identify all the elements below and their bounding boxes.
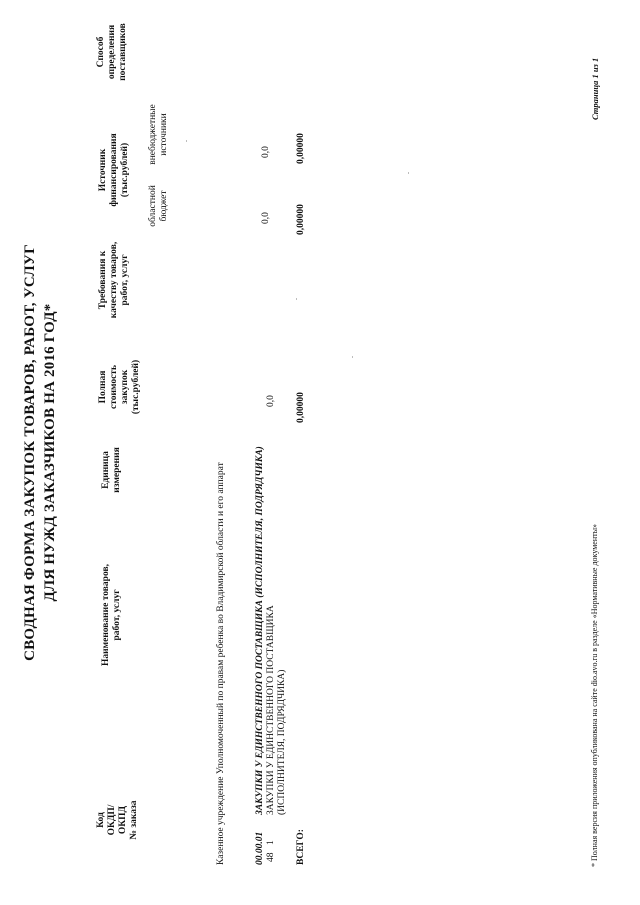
header-supplier-method-line: поставщиков [118,23,128,81]
page-number: Страница 1 из 1 [590,57,600,120]
header-name [101,515,123,715]
header-requirements-line: работ, услуг [120,254,130,306]
totals-regional: 0,00000 [296,204,306,235]
header-supplier-method [96,7,129,97]
row-name-line-2: (ИСПОЛНИТЕЛЯ, ПОДРЯДЧИКА) [277,669,287,815]
row-name-line-1: ЗАКУПКИ У ЕДИНСТВЕННОГО ПОСТАВЩИКА [266,605,276,815]
header-funding-regional-line: областной [148,185,158,227]
header-supplier-method-line: Способ [96,36,106,68]
totals-extrabudget: 0,00000 [296,133,306,164]
footnote: * Полная версия приложения опубликована на сайте dio.avo.ru в разделе «Нормативные документы» [590,524,599,867]
totals-total-cost: 0,00000 [296,392,306,423]
header-code-line: ОКДП/ [107,804,117,836]
header-requirements [98,230,131,330]
header-name-line: Наименование товаров, [101,564,111,666]
header-funding-extrabudget-line: внебюджетные [148,104,158,165]
header-funding-source [98,115,131,225]
header-total-cost-line: Полная [98,370,108,404]
header-unit-line: Единица [101,451,111,489]
row-code: 48 [266,852,276,862]
row-regional: 0,0 [261,212,271,224]
header-total-cost-line: стоимость [109,365,119,409]
totals-label: ВСЕГО: [296,829,306,865]
header-funding-source-line: финансирования [109,133,119,207]
row-total-cost: 0,0 [266,395,276,407]
header-requirements-line: качеству товаров, [109,241,119,319]
header-requirements-line: Требования к [98,250,108,310]
header-name-line: работ, услуг [112,589,122,641]
header-funding-extrabudget [148,97,170,172]
header-funding-regional [148,176,170,236]
scan-speck [352,356,353,358]
header-code-line: Код [96,812,106,828]
header-code-line: ОКПД [118,805,128,835]
section-code: 00.00.01 [255,831,265,865]
header-code-line: № заказа [129,800,139,840]
section-heading: ЗАКУПКИ У ЕДИНСТВЕННОГО ПОСТАВЩИКА (ИСПОЛНИТЕЛЯ, ПОДРЯДЧИКА) [255,446,265,815]
header-total-cost [98,347,142,427]
header-funding-regional-line: бюджет [159,190,169,222]
organization-name: Казенное учреждение Уполномоченный по правам ребенка во Владимирской области и его аппарат [216,462,226,865]
scan-speck [408,172,409,174]
header-funding-extrabudget-line: источники [159,113,169,156]
header-total-cost-line: закупок [120,369,130,405]
scan-speck [186,140,187,142]
header-supplier-method-line: определения [107,24,117,80]
scan-speck [296,298,297,300]
row-extrabudget: 0,0 [261,146,271,158]
header-funding-source-line: Источник [98,148,108,192]
document-title-line-2: ДЛЯ НУЖД ЗАКАЗЧИКОВ НА 2016 ГОД* [42,303,58,602]
document-title-line-1: СВОДНАЯ ФОРМА ЗАКУПОК ТОВАРОВ, РАБОТ, УСЛУГ [22,244,38,661]
header-code [96,775,140,865]
row-order-number: 1 [266,840,276,845]
header-unit-line: измерения [112,447,122,493]
header-total-cost-line: (тыс.рублей) [131,359,141,415]
header-unit [101,440,123,500]
header-funding-source-line: (тыс.рублей) [120,142,130,198]
